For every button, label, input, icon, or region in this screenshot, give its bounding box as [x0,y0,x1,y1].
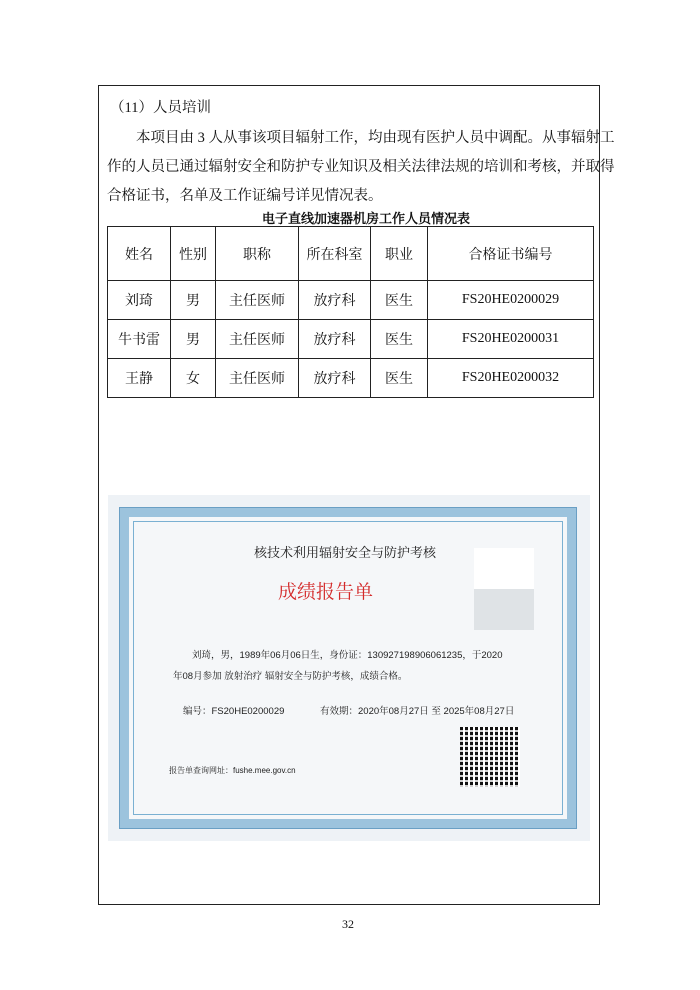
paragraph-line: 本项目由 3 人从事该项目辐射工作，均由现有医护人员中调配。从事辐射工 [136,130,615,146]
cell: 牛书雷 [108,320,171,359]
cell: 放疗科 [299,359,371,398]
certificate-number: 编号：FS20HE0200029 [183,706,285,717]
header-cell: 合格证书编号 [428,227,594,281]
page-number: 32 [342,917,354,931]
cell: FS20HE0200029 [428,281,594,320]
paragraph-line: 合格证书，名单及工作证编号详见情况表。 [107,188,383,204]
table-header-row [108,227,594,281]
cell: FS20HE0200032 [428,359,594,398]
cell: 放疗科 [299,281,371,320]
header-cell: 职称 [216,227,299,281]
staff-table [107,226,594,398]
table-caption: 电子直线加速器机房工作人员情况表 [262,211,471,226]
cell: 医生 [371,281,428,320]
paragraph-line: 作的人员已通过辐射安全和防护专业知识及相关法律法规的培训和考核，并取得 [107,159,615,175]
certificate-image [108,495,590,841]
certificate-text: 年08月参加 放射治疗 辐射安全与防护考核，成绩合格。 [173,671,408,682]
cell: 主任医师 [216,359,299,398]
section-heading: （11）人员培训 [110,100,211,116]
table-row [108,281,594,320]
photo [474,548,534,630]
cell: 医生 [371,320,428,359]
cell: 主任医师 [216,281,299,320]
table-row [108,359,594,398]
certificate-text: 刘琦，男，1989年06月06日生，身份证：130927198906061235，于2020 [192,650,503,661]
cell: 男 [171,320,216,359]
cell: 放疗科 [299,320,371,359]
certificate-subtitle: 成绩报告单 [278,582,374,603]
query-url: 报告单查询网址：fushe.mee.gov.cn [169,766,296,775]
cell: 刘琦 [108,281,171,320]
header-cell: 职业 [371,227,428,281]
header-cell: 所在科室 [299,227,371,281]
cell: 医生 [371,359,428,398]
header-cell: 姓名 [108,227,171,281]
header-cell: 性别 [171,227,216,281]
cell: 王静 [108,359,171,398]
cell: FS20HE0200031 [428,320,594,359]
cell: 女 [171,359,216,398]
cell: 男 [171,281,216,320]
certificate-title: 核技术利用辐射安全与防护考核 [254,545,437,560]
qr-code [460,727,520,787]
certificate-validity: 有效期：2020年08月27日 至 2025年08月27日 [320,706,515,717]
table-row [108,320,594,359]
cell: 主任医师 [216,320,299,359]
